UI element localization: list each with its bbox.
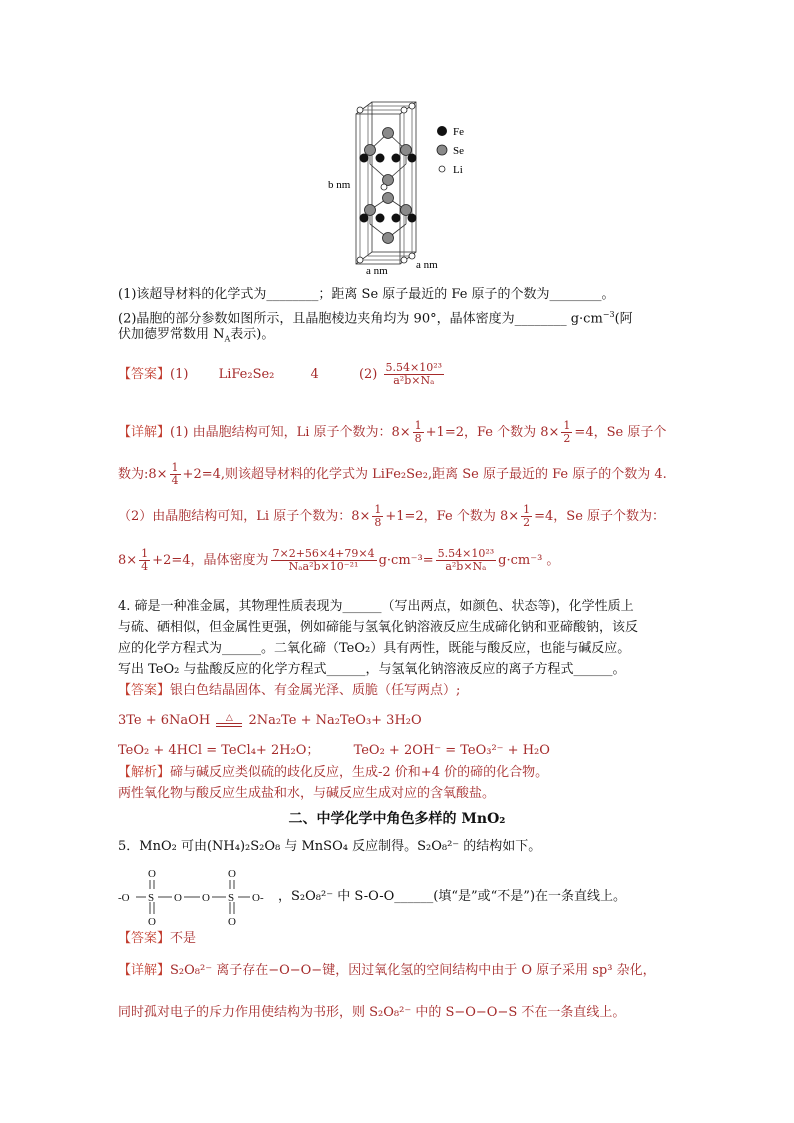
detail-text: +1=2，Fe 个数为 8× <box>385 509 520 524</box>
fraction-numerator: 1 <box>171 461 179 474</box>
detail-text: =4，Se 原子个数为： <box>534 509 666 524</box>
detail-tag: 【详解】 <box>118 963 171 978</box>
answer-tag: 【答案】 <box>118 683 171 698</box>
reaction-arrow <box>216 714 242 727</box>
fraction-1-2 <box>521 504 532 529</box>
fraction-denominator: 2 <box>523 516 531 529</box>
fraction-numerator: 1 <box>141 547 149 560</box>
density-fraction-simplified <box>436 548 497 573</box>
atom-o-bridge-1: O <box>174 892 182 904</box>
atom-o-bottom-left: O <box>148 916 156 926</box>
q3-detail-line4 <box>118 548 559 573</box>
fraction-denominator: a²b×Nₐ <box>445 560 487 573</box>
detail-text: +1=2，Fe 个数为 8× <box>425 425 560 440</box>
fraction-numerator: 1 <box>374 503 382 516</box>
detail-tag: 【详解】 <box>118 425 171 440</box>
detail-text: +2=4，晶体密度为 <box>152 553 269 568</box>
a-axis-label-side: a nm <box>416 259 438 271</box>
q3-line3-text: 伏加德罗常数用 N <box>118 327 225 342</box>
analysis-text: 碲与碱反应类似硫的歧化反应，生成-2 价和+4 价的碲的化合物。 <box>170 765 549 780</box>
q3-line3 <box>118 326 274 349</box>
atom-o-top-left: O <box>148 868 156 880</box>
atom-s-left: S <box>148 892 155 904</box>
detail-text: 数为:8× <box>118 467 168 482</box>
q4-line4: 写出 TeO₂ 与盐酸反应的化学方程式______，与氢氧化钠溶液反应的离子方程式______。 <box>118 662 626 677</box>
fraction-1-2 <box>561 420 572 445</box>
fraction-denominator: 4 <box>141 560 149 573</box>
q3-line3-end: 表示)。 <box>230 327 275 342</box>
answer-part2-label: (2) <box>358 367 378 382</box>
detail-text: (1) 由晶胞结构可知，Li 原子个数为：8× <box>170 425 411 440</box>
a-axis-label-front: a nm <box>366 265 388 277</box>
q4-line3: 应的化学方程式为______。二氧化碲（TeO₂）具有两性，既能与酸反应，也能与碱反应。 <box>118 641 631 656</box>
se-atoms <box>365 128 412 244</box>
q3-answer <box>118 362 446 387</box>
q5-detail1 <box>118 962 656 980</box>
atom-s-right: S <box>228 892 235 904</box>
answer-formula: LiFe₂Se₂ <box>218 367 275 382</box>
q4-answer <box>118 682 460 700</box>
equation-base: TeO₂ + 2OH⁻ = TeO₃²⁻ + H₂O <box>353 743 550 758</box>
legend-se: Se <box>453 145 464 157</box>
answer-count: 4 <box>310 367 319 382</box>
fraction-denominator: 8 <box>414 432 422 445</box>
q3-line2 <box>118 306 633 328</box>
q3-detail-line1 <box>118 420 666 445</box>
fraction-1-4 <box>139 548 150 573</box>
fraction-numerator: 7×2+56×4+79×4 <box>272 547 375 560</box>
answer-text: 不是 <box>170 931 197 946</box>
fraction-denominator: 4 <box>171 474 179 487</box>
density-fraction-expanded <box>271 548 377 573</box>
q4-analysis1 <box>118 764 548 782</box>
fraction-numerator: 1 <box>523 503 531 516</box>
equation-products: 2Na₂Te + Na₂TeO₃+ 3H₂O <box>248 713 422 728</box>
answer-part1-label: (1) <box>170 367 189 382</box>
fraction-denominator: Nₐa²b×10⁻²¹ <box>288 560 359 573</box>
fraction-numerator: 5.54×10²³ <box>385 361 443 374</box>
detail-text: （2）由晶胞结构可知，Li 原子个数为：8× <box>118 509 371 524</box>
analysis-tag: 【解析】 <box>118 765 171 780</box>
q3-line1: (1)该超导材料的化学式为________；距离 Se 原子最近的 Fe 原子的个数为________。 <box>118 287 615 302</box>
fraction-denominator: 8 <box>374 516 382 529</box>
atom-o-top-right: O <box>228 868 236 880</box>
q3-line2-text: (2)晶胞的部分参数如图所示，且晶胞棱边夹角均为 90°，晶体密度为________ g·cm <box>118 311 603 327</box>
fraction-1-8 <box>413 420 424 445</box>
q3-detail-line2 <box>118 462 667 487</box>
q3-detail-line3 <box>118 504 665 529</box>
detail-text: S₂O₈²⁻ 离子存在−O−O−键，因过氧化氢的空间结构中由于 O 原子采用 sp³ 杂化， <box>170 963 656 978</box>
q3-line2-end: (阿 <box>614 311 633 327</box>
crystal-structure-figure <box>320 96 480 278</box>
q3-line2-sup: −3 <box>602 310 615 319</box>
equation-reactants: 3Te + 6NaOH <box>118 713 211 728</box>
fraction-1-4 <box>170 462 181 487</box>
fraction-denominator: 2 <box>563 432 571 445</box>
detail-text: g·cm⁻³ 。 <box>498 553 560 568</box>
answer-tag: 【答案】 <box>118 367 171 382</box>
heat-condition: △ <box>225 713 233 723</box>
legend-fe: Fe <box>453 126 464 138</box>
figure-legend <box>437 126 464 176</box>
legend-li: Li <box>453 164 463 176</box>
fraction-numerator: 1 <box>563 419 571 432</box>
equation-acid: TeO₂ + 4HCl = TeCl₄+ 2H₂O； <box>118 743 320 758</box>
q5-answer <box>118 930 196 948</box>
atom-o-left: -O <box>118 892 130 904</box>
q4-equation1 <box>118 712 422 730</box>
fraction-numerator: 1 <box>414 419 422 432</box>
section-title: 二、中学化学中角色多样的 MnO₂ <box>288 811 506 827</box>
s2o8-structure <box>116 868 276 926</box>
detail-text: g·cm⁻³= <box>378 553 434 568</box>
detail-text: +2=4,则该超导材料的化学式为 LiFe₂Se₂,距离 Se 原子最近的 Fe 原子的个数为 4. <box>182 467 667 482</box>
fraction-numerator: 5.54×10²³ <box>437 547 495 560</box>
atom-o-bottom-right: O <box>228 916 236 926</box>
atom-o-bridge-2: O <box>202 892 210 904</box>
q4-line1: 4. 碲是一种准金属，其物理性质表现为______（写出两点，如颜色、状态等)，化学性质上 <box>118 599 634 614</box>
detail-text: =4，Se 原子个 <box>574 425 667 440</box>
fraction-denominator: a²b×Nₐ <box>393 374 435 387</box>
answer-tag: 【答案】 <box>118 931 171 946</box>
q5-line1: 5．MnO₂ 可由(NH₄)₂S₂O₈ 与 MnSO₄ 反应制得。S₂O₈²⁻ 的结构如下。 <box>118 839 542 854</box>
q4-equation2 <box>118 742 550 760</box>
fraction-1-8 <box>372 504 383 529</box>
q3-line3-sub: A <box>224 334 231 344</box>
b-axis-label: b nm <box>328 179 351 191</box>
answer-density-fraction <box>384 362 445 387</box>
atom-o-right: O- <box>252 892 264 904</box>
answer-text: 银白色结晶固体、有金属光泽、质脆（任写两点）; <box>170 683 461 698</box>
detail-text: 8× <box>118 553 138 568</box>
q5-detail2: 同时孤对电子的斥力作用使结构为书形，则 S₂O₈²⁻ 中的 S−O−O−S 不在一条直线上。 <box>118 1005 626 1020</box>
q4-analysis2: 两性氧化物与酸反应生成盐和水，与碱反应生成对应的含氧酸盐。 <box>118 786 496 801</box>
q4-line2: 与硫、硒相似，但金属性更强，例如碲能与氢氧化钠溶液反应生成碲化钠和亚碲酸钠，该反 <box>118 620 639 635</box>
q5-question-text: ，S₂O₈²⁻ 中 S-O-O______(填“是”或“不是”)在一条直线上。 <box>278 889 627 904</box>
